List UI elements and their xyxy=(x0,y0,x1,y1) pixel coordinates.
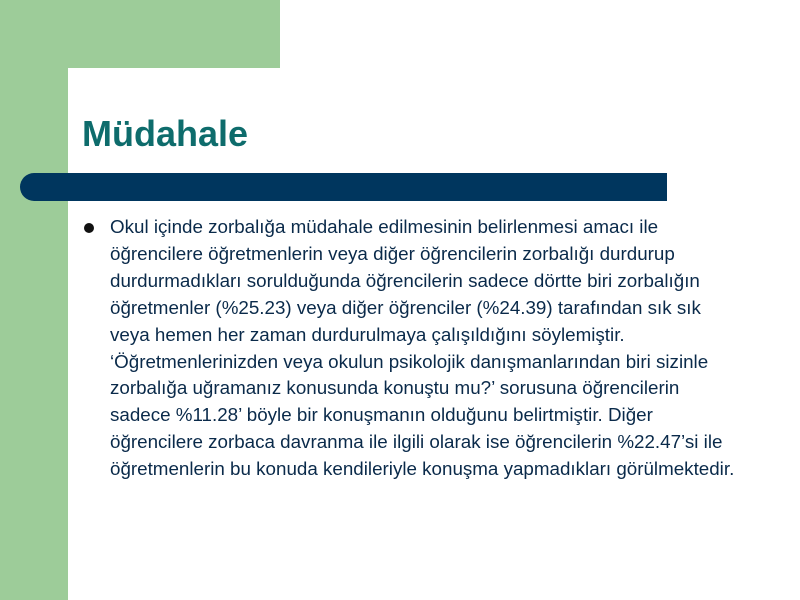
bullet-text: Okul içinde zorbalığa müdahale edilmesinin belirlenmesi amacı ile öğrencilere öğretmenlerin veya diğer öğrencilerin zorbalığı durdurup durdurmadıkları sorulduğunda öğrencilerin sadece dörtte biri zorbalığın öğretmenler (%25.23) veya diğer öğrenciler (%24.39) tarafından sık sık veya hemen her zaman durdurulmaya çalışıldığını söylemiştir. ‘Öğretmenlerinizden veya okulun psikolojik danışmanlarından biri sizinle zorbalığa uğramanız konusunda konuştu mu?’ sorusuna öğrencilerin sadece %11.28’ böyle bir konuşmanın olduğunu belirtmiştir. Diğer öğrencilere zorbaca davranma ile ilgili olarak ise öğrencilerin %22.47’si ile öğretmenlerin bu konuda kendileriyle konuşma yapmadıkları görülmektedir. xyxy=(110,216,735,480)
title-underline-bar xyxy=(20,173,667,201)
decorative-green-band-left xyxy=(0,0,68,600)
slide-title: Müdahale xyxy=(82,113,249,154)
bullet-icon xyxy=(84,223,94,233)
slide-body xyxy=(84,214,744,483)
